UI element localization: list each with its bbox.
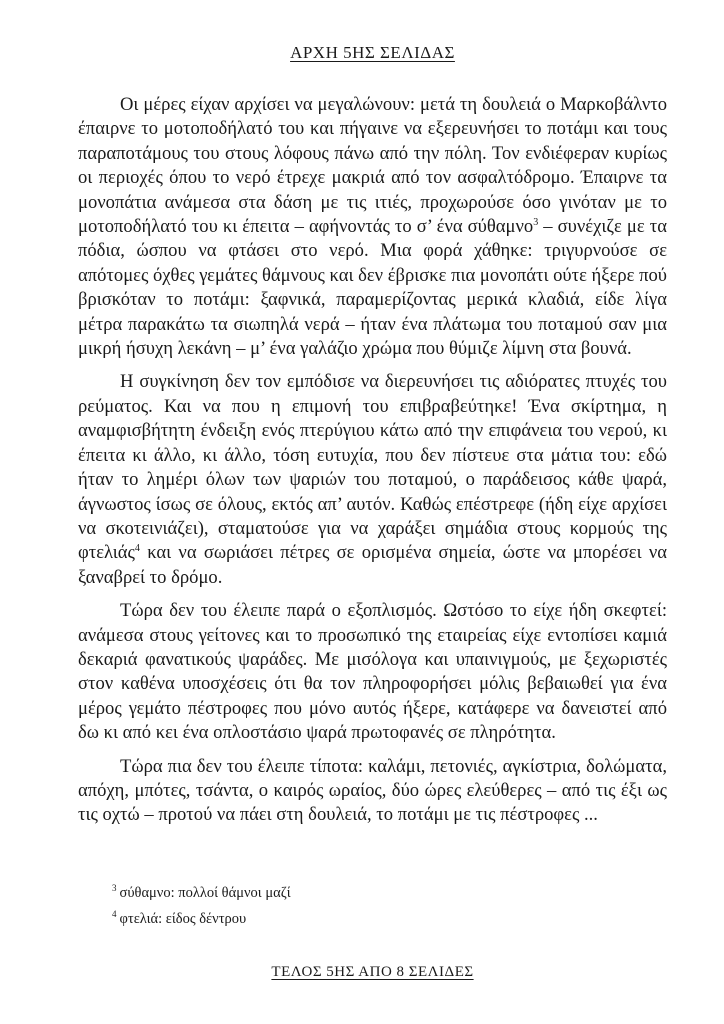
paragraph-text: Τώρα πια δεν του έλειπε τίποτα: καλάμι, πετονιές, αγκίστρια, δολώματα, απόχη, μπότες, τσάντα, ο καιρός ωραίος, δύο ώρες ελεύθερες – από τις έξι ως τις οχτώ – προτού να πάει στη δουλειά, το ποτάμι με τις πέστροφες ... [78, 755, 667, 826]
page-footer-title: ΤΕΛΟΣ 5ΗΣ ΑΠΟ 8 ΣΕΛΙΔΕΣ [271, 964, 474, 980]
paragraph-4 [78, 755, 667, 828]
footnote-number: 3 [112, 883, 117, 894]
footnotes [112, 880, 612, 932]
paragraph-text: Οι μέρες είχαν αρχίσει να μεγαλώνουν: μετά τη δουλειά ο Μαρκοβάλντο έπαιρνε το μοτοποδήλατό του και πήγαινε να εξερευνήσει το ποτάμι και τους παραποτάμους του στους λόφους πάνω από την πόλη. Τον ενδιέφεραν κυρίως οι περιοχές όπου το νερό έτρεχε μακριά από τον ασφαλτόδρομο. Έπαιρνε τα μονοπάτια ανάμεσα στα δάση με τις ιτιές, προχωρούσε όσο γινόταν με το μοτοποδήλατό του κι έπειτα – αφήνοντάς το σ’ ένα σύθαμνο [78, 94, 667, 238]
footnote-reference-3: 3 [533, 216, 539, 228]
paragraph-1 [78, 93, 667, 361]
paragraph-2 [78, 370, 667, 590]
footnote-reference-4: 4 [134, 543, 140, 555]
footnote-text: σύθαμνο: πολλοί θάμνοι μαζί [119, 885, 291, 901]
page-header-title: ΑΡΧΗ 5ΗΣ ΣΕΛΙΔΑΣ [290, 43, 455, 62]
paragraph-3 [78, 599, 667, 745]
paragraph-text: Η συγκίνηση δεν τον εμπόδισε να διερευνήσει τις αδιόρατες πτυχές του ρεύματος. Και να που η επιμονή του επιβραβεύτηκε! Ένα σκίρτημα, η αναμφισβήτητη ένδειξη ενός πτερύγιου κάτω από την επιφάνεια του νερού, κι έπειτα κι άλλο, κι άλλο, τόση ευτυχία, που δεν πίστευε στα μάτια του: εδώ ήταν το λημέρι όλων των ψαριών του ποταμού, ο παράδεισος κάθε ψαρά, άγνωστος ίσως σε όλους, εκτός απ’ αυτόν. Καθώς επέστρεφε (ήδη είχε αρχίσει να σκοτεινιάζει), σταματούσε για να χαράξει σημάδια στους κορμούς της φτελιάς [78, 371, 667, 564]
document-body [78, 93, 667, 837]
paragraph-text: – συνέχιζε με τα πόδια, ώσπου να φτάσει στο νερό. Μια φορά χάθηκε: τριγυρνούσε σε απότομες όχθες γεμάτες θάμνους και δεν έβρισκε πια μονοπάτι ούτε ήξερε πού βρισκόταν το ποτάμι: ξαφνικά, παραμερίζοντας μερικά κλαδιά, είδε λίγα μέτρα παρακάτω τα σιωπηλά νερά – ήταν ένα πλάτωμα του ποταμού σαν μια μικρή ήσυχη λεκάνη – μ’ ένα γαλάζιο χρώμα που θύμιζε λίμνη στα βουνά. [78, 216, 668, 360]
paragraph-text: Τώρα δεν του έλειπε παρά ο εξοπλισμός. Ωστόσο το είχε ήδη σκεφτεί: ανάμεσα στους γείτονες και το προσωπικό της εταιρείας είχε εντοπίσει καμιά δεκαριά φανατικούς ψαράδες. Με μισόλογα και υπαινιγμούς, με ξεχωριστές στον καθένα υποσχέσεις ότι θα τον πληροφορήσει μόλις βεβαιωθεί για ένα μέρος γεμάτο πέστροφες που μόνο αυτός ήξερε, κατάφερε να δανειστεί από δω κι από κει ένα οπλοστάσιο ψαρά πρωτοφανές σε πληρότητα. [78, 600, 667, 744]
paragraph-text: και να σωριάσει πέτρες σε ορισμένα σημεία, ώστε να μπορέσει να ξαναβρεί το δρόμο. [78, 542, 667, 588]
footnote-number: 4 [112, 909, 117, 920]
footnote-4 [112, 906, 612, 932]
footnote-3 [112, 880, 612, 906]
footnote-text: φτελιά: είδος δέντρου [119, 911, 247, 927]
